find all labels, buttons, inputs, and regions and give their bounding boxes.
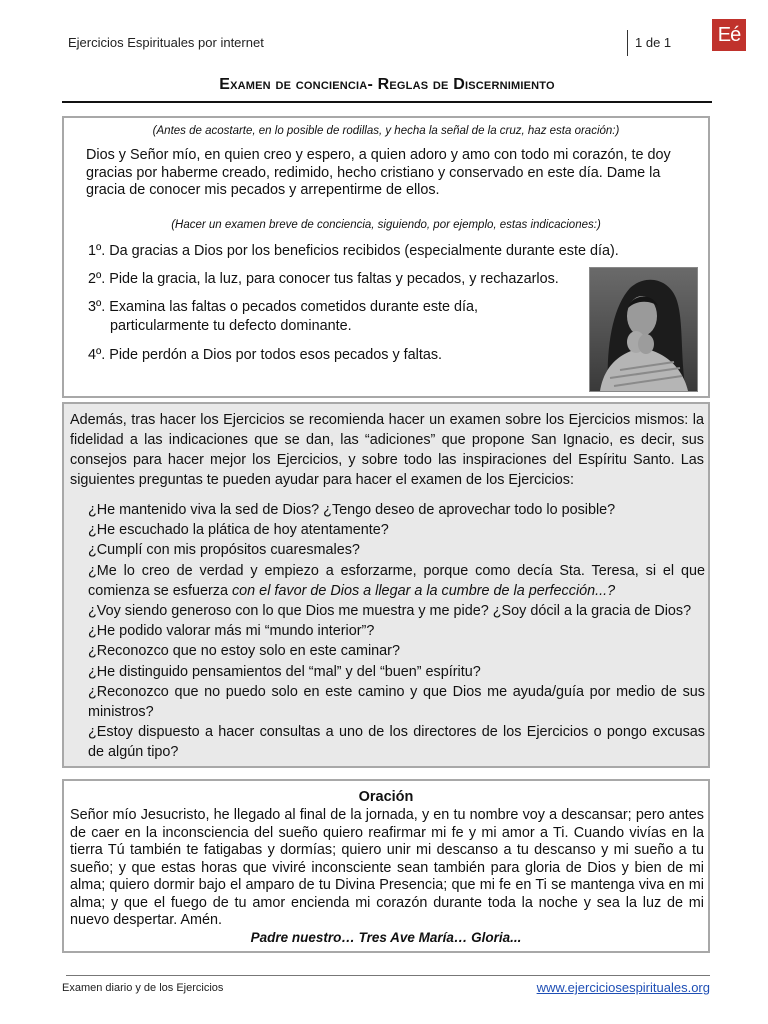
exam-introduction: Además, tras hacer los Ejercicios se recomienda hacer un examen sobre los Ejercicios mismos: la fidelidad a las indicaciones que se dan, las “adiciones” que propone San Ignacio, es decir, sus consejos para hacer mejor los Ejercicios, y sobre todo las inspiraciones del Espíritu Santo. Las siguientes preguntas te pueden ayudar para hacer el examen de los Ejercicios: xyxy=(70,412,704,488)
list-item: ¿Cumplí con mis propósitos cuaresmales? xyxy=(88,542,360,559)
exam-step-continuation: particularmente tu defecto dominante. xyxy=(110,318,352,334)
quote-ending: ...? xyxy=(595,582,616,599)
list-item: ¿He distinguido pensamientos del “mal” y del “buen” espíritu? xyxy=(88,663,481,680)
woman-praying-photo xyxy=(589,267,698,392)
closing-prayer-text: Señor mío Jesucristo, he llegado al final de la jornada, y en tu nombre voy a descansar; pero antes de caer en la inconsciencia del sueño quiero reafirmar mi fe y mi amor a Ti. Cuando vivías en la tierra Tú también te fatigabas y dormías; quiero unir mi descanso a tu descanso y mi sueño a tu sueño; y que estas horas que viviré inconsciente sean también para gloria de Dios y bien de mi alma; quiero dormir bajo el amparo de tu Divina Presencia; que mi fe en Ti se mantenga viva en mi alma; y que el fuego de tu amor encienda mi corazón durante toda la noche y sea la luz de mi nuevo despertar. Amén. xyxy=(70,807,704,928)
question-text: ¿Me lo creo de verdad y empiezo a esforzarme, porque como decía Sta. Teresa, si el que comienza se esfuerza xyxy=(88,562,705,599)
exam-questions-list xyxy=(88,500,705,763)
list-item: ¿Estoy dispuesto a hacer consultas a uno de los directores de los Ejercicios o pongo excusas de algún tipo? xyxy=(88,724,705,761)
footer-caption: Examen diario y de los Ejercicios xyxy=(62,982,224,994)
website-link[interactable]: www.ejerciciosespirituales.org xyxy=(536,980,710,995)
prayer-closing-line: Padre nuestro… Tres Ave María… Gloria... xyxy=(250,930,522,945)
header-divider xyxy=(627,30,628,56)
list-item: ¿He mantenido viva la sed de Dios? ¿Tengo deseo de aprovechar todo lo posible? xyxy=(88,502,616,518)
exam-step: 2º. Pide la gracia, la luz, para conocer tus faltas y pecados, y rechazarlos. xyxy=(88,271,559,287)
exam-step: 4º. Pide perdón a Dios por todos esos pecados y faltas. xyxy=(88,347,443,363)
list-item: ¿Voy siendo generoso con lo que Dios me muestra y me pide? ¿Soy dócil a la gracia de Dios? xyxy=(88,603,692,620)
document-title: Examen de conciencia- Reglas de Discernimiento xyxy=(219,76,555,93)
ejercicios-exam-box xyxy=(62,402,710,768)
list-item: ¿Reconozco que no puedo solo en este camino y que Dios me ayuda/guía por medio de sus ministros? xyxy=(88,683,705,721)
closing-prayer-box xyxy=(62,779,710,953)
exam-step-line: 3º. Examina las faltas o pecados cometidos durante este día, xyxy=(88,299,479,315)
site-logo[interactable]: Eé xyxy=(712,19,746,51)
site-title: Ejercicios Espirituales por internet xyxy=(68,35,264,50)
title-underline xyxy=(62,101,712,103)
evening-prayer-box xyxy=(62,116,710,398)
prayer-heading: Oración xyxy=(358,789,414,805)
exam-step xyxy=(88,298,518,336)
opening-prayer: Dios y Señor mío, en quien creo y espero, a quien adoro y amo con todo mi corazón, te doy gracias por haberme creado, redimido, hecho cristiano y conservado en este día. Dame la gracia de conocer mis pecados y arrepentirme de ellos. xyxy=(86,147,671,198)
list-item: ¿Reconozco que no estoy solo en este caminar? xyxy=(88,643,400,660)
exam-step: 1º. Da gracias a Dios por los beneficios recibidos (especialmente durante este día). xyxy=(88,243,619,259)
list-item: ¿He escuchado la plática de hoy atentamente? xyxy=(88,522,389,539)
instruction-note: (Antes de acostarte, en lo posible de rodillas, y hecha la señal de la cruz, haz esta oración:) xyxy=(152,125,620,137)
page-number: 1 de 1 xyxy=(635,35,672,50)
footer-divider xyxy=(66,975,710,976)
list-item: ¿He podido valorar más mi “mundo interior”? xyxy=(88,623,375,640)
list-item xyxy=(88,561,705,601)
teresa-quote: con el favor de Dios a llegar a la cumbre de la perfección xyxy=(231,582,596,599)
exam-instruction-note: (Hacer un examen breve de conciencia, siguiendo, por ejemplo, estas indicaciones:) xyxy=(171,219,601,231)
